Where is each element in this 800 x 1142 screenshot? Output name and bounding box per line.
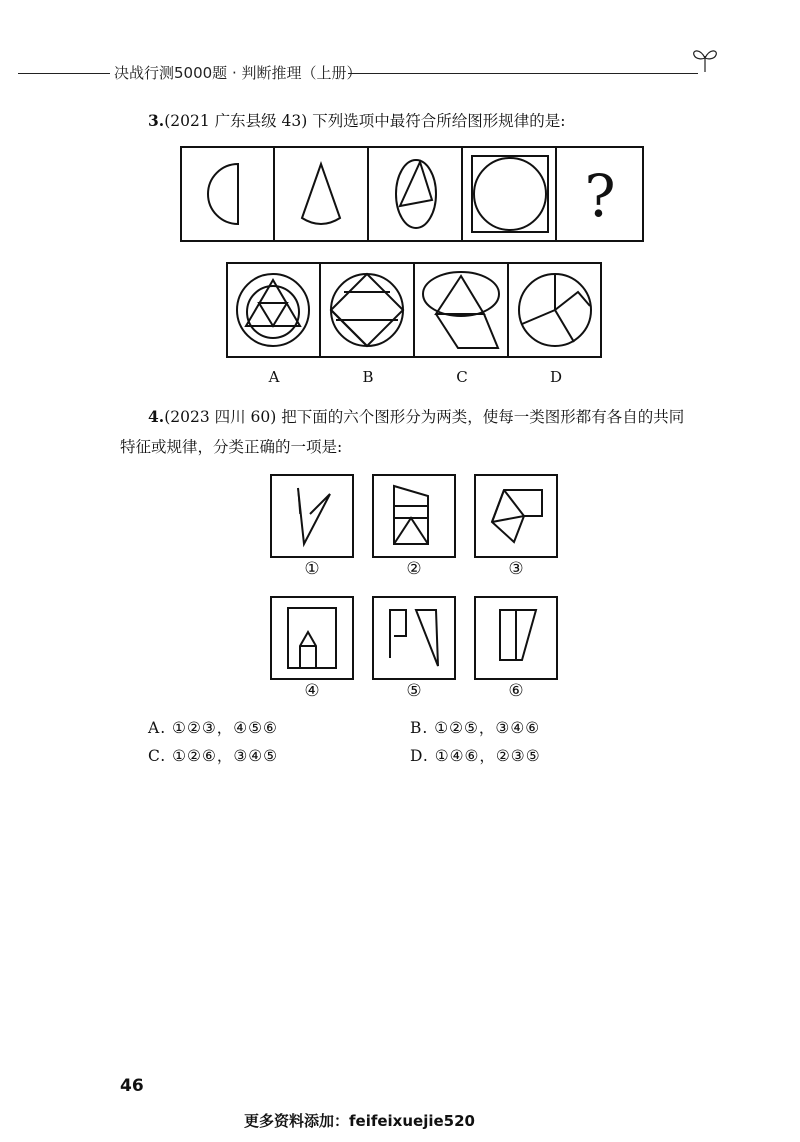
header-title: 决战行测5000题 · 判断推理（上册） [114,64,362,82]
classification-figure-3 [474,474,558,558]
answer-option-d[interactable]: D. ①④⑥，②③⑤ [410,747,541,765]
question-4-text-line1: (2023 四川 60) 把下面的六个图形分为两类，使每一类图形都有各自的共同 [164,408,685,426]
figure-label-6: ⑥ [508,681,524,701]
sequence-figure-4 [472,156,548,232]
question-3-options [226,262,602,358]
header-rule-right [348,73,698,74]
footer-note: 更多资料添加：feifeixuejie520 [244,1112,475,1130]
question-4-number: 4. [148,407,165,426]
option-c-label[interactable]: C [456,368,468,386]
question-3-number: 3. [148,111,165,130]
question-3-stem [148,108,565,134]
question-4-text-line2: 特征或规律，分类正确的一项是: [120,438,343,456]
question-3-sequence-figures [180,146,644,242]
option-b-label[interactable]: B [362,368,374,386]
classification-figure-2 [372,474,456,558]
option-a-label[interactable]: A [268,368,280,386]
option-b-figure[interactable] [331,274,403,346]
question-3-text: (2021 广东县级 43) 下列选项中最符合所给图形规律的是: [164,112,566,130]
figure-label-5: ⑤ [406,681,422,701]
option-c-figure[interactable] [423,272,499,348]
running-header [0,58,800,88]
option-a-figure[interactable] [237,274,309,346]
header-rule-left [18,73,110,74]
figure-label-1: ① [304,559,320,579]
sequence-figure-3 [396,160,436,228]
classification-figure-1 [270,474,354,558]
option-d-figure[interactable] [519,274,591,346]
question-3-option-figures [226,262,602,358]
option-d-label[interactable]: D [549,368,563,386]
unknown-mark: ? [584,162,616,230]
page-number: 46 [120,1076,144,1096]
classification-figure-6 [474,596,558,680]
sprout-icon [690,44,720,74]
question-3-sequence [180,146,644,242]
question-4-stem-line1 [148,404,684,430]
classification-figure-4 [270,596,354,680]
classification-figure-5 [372,596,456,680]
figure-label-2: ② [406,559,422,579]
figure-label-4: ④ [304,681,320,701]
sequence-figure-2 [302,164,340,224]
figure-label-3: ③ [508,559,524,579]
answer-option-b[interactable]: B. ①②⑤，③④⑥ [410,719,541,737]
sequence-figure-1 [208,164,238,224]
answer-option-c[interactable]: C. ①②⑥，③④⑤ [148,747,279,765]
answer-option-a[interactable]: A. ①②③，④⑤⑥ [148,719,278,737]
